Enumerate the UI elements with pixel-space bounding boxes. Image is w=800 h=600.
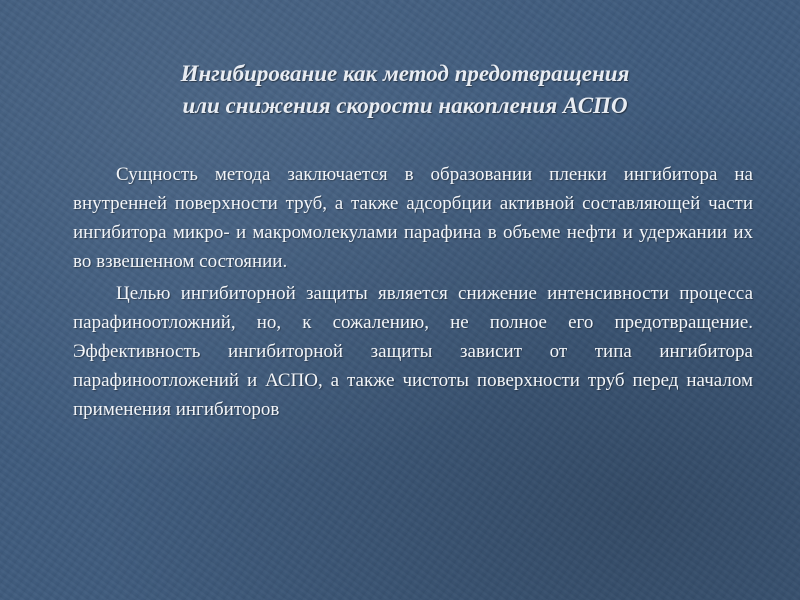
paragraph-method-essence: Сущность метода заключается в образовании пленки ингибитора на внутренней поверхности труб, а также адсорбции активной составляющей части ингибитора микро- и макромолекулами парафина в объеме нефти и удержании их во взвешенном состоянии. [73, 164, 753, 272]
slide-title-line-2: или снижения скорости накопления АСПО [182, 93, 628, 118]
slide-title [60, 58, 750, 122]
slide-body [73, 160, 753, 427]
paragraph-protection-goal: Целью ингибиторной защиты является снижение интенсивности процесса парафиноотложний, но, к сожалению, не полное его предотвращение. Эффективность ингибиторной защиты зависит от типа ингибитора парафиноотложений и АСПО, а также чистоты поверхности труб перед началом применения ингибиторов [73, 283, 753, 420]
slide-title-line-1: Ингибирование как метод предотвращения [180, 61, 630, 86]
